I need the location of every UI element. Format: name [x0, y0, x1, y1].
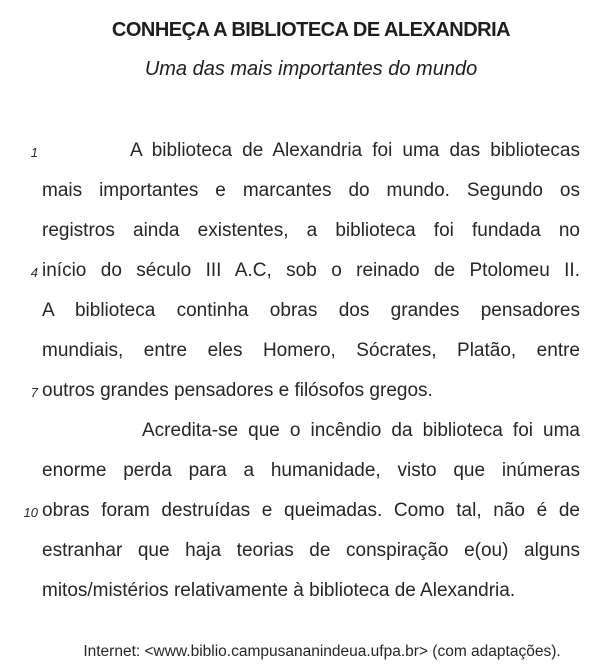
text-line: A biblioteca de Alexandria foi uma das bibliotecas	[130, 140, 580, 161]
text-line: obras foram destruídas e queimadas. Como tal, não é de	[42, 500, 580, 521]
line-number-7: 7	[30, 385, 38, 400]
line-number-4: 4	[30, 265, 38, 280]
document-title: CONHEÇA A BIBLIOTECA DE ALEXANDRIA	[111, 19, 511, 41]
text-line: mundiais, entre eles Homero, Sócrates, Platão, entre	[42, 340, 580, 361]
text-line: enorme perda para a humanidade, visto que inúmeras	[42, 460, 580, 481]
source-citation: Internet: <www.biblio.campusananindeua.ufpa.br> (com adaptações).	[83, 643, 561, 660]
text-line: mitos/mistérios relativamente à biblioteca de Alexandria.	[42, 580, 516, 601]
text-line: A biblioteca continha obras dos grandes pensadores	[42, 300, 580, 321]
document-subtitle: Uma das mais importantes do mundo	[144, 58, 478, 80]
text-line: mais importantes e marcantes do mundo. Segundo os	[42, 180, 580, 201]
line-number-10: 10	[23, 505, 38, 520]
line-number-1: 1	[30, 145, 38, 160]
text-line: Acredita-se que o incêndio da biblioteca foi uma	[142, 420, 580, 441]
text-line: outros grandes pensadores e filósofos gregos.	[42, 380, 433, 401]
text-line: estranhar que haja teorias de conspiração e(ou) alguns	[42, 540, 580, 561]
text-body	[23, 131, 580, 611]
text-line: registros ainda existentes, a biblioteca foi fundada no	[42, 220, 580, 241]
text-line: início do século III A.C, sob o reinado de Ptolomeu II.	[42, 260, 580, 281]
